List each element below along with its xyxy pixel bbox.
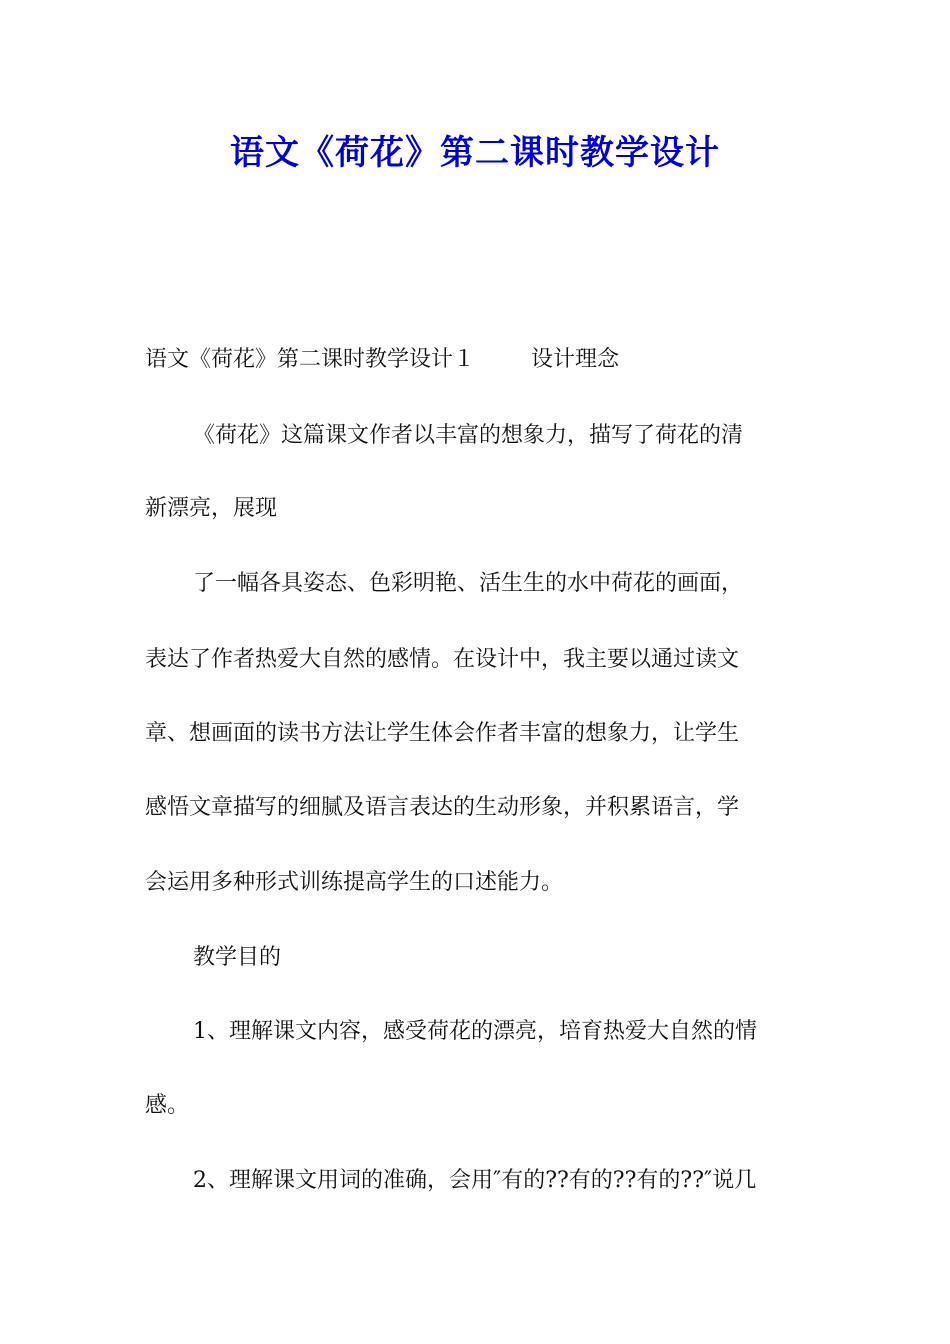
paragraph-line: 感悟文章描写的细腻及语言表达的生动形象，并积累语言，学 (145, 795, 740, 820)
paragraph-line: 了一幅各具姿态、色彩明艳、活生生的水中荷花的画面， (193, 571, 744, 596)
lesson-design-heading: 语文《荷花》第二课时教学设计１ (145, 347, 476, 372)
paragraph-line: 《荷花》这篇课文作者以丰富的想象力，描写了荷花的清 (193, 423, 744, 448)
document-title: 语文《荷花》第二课时教学设计 (230, 133, 720, 173)
paragraph-line: 表达了作者热爱大自然的感情。在设计中，我主要以通过读文 (145, 647, 740, 672)
section-heading-teaching-goals: 教学目的 (193, 945, 282, 970)
design-concept-heading: 设计理念 (531, 347, 620, 372)
goal-item: 1、理解课文内容，感受荷花的漂亮，培育热爱大自然的情 (193, 1019, 757, 1044)
goal-item: 2、理解课文用词的准确，会用″有的??有的??有的??″说几 (193, 1168, 757, 1193)
paragraph-line: 会运用多种形式训练提高学生的口述能力。 (145, 870, 564, 895)
paragraph-line: 感。 (145, 1093, 190, 1118)
paragraph-line: 新漂亮，展现 (145, 496, 278, 521)
paragraph-line: 章、想画面的读书方法让学生体会作者丰富的想象力，让学生 (145, 721, 740, 746)
heading-line (145, 343, 815, 377)
